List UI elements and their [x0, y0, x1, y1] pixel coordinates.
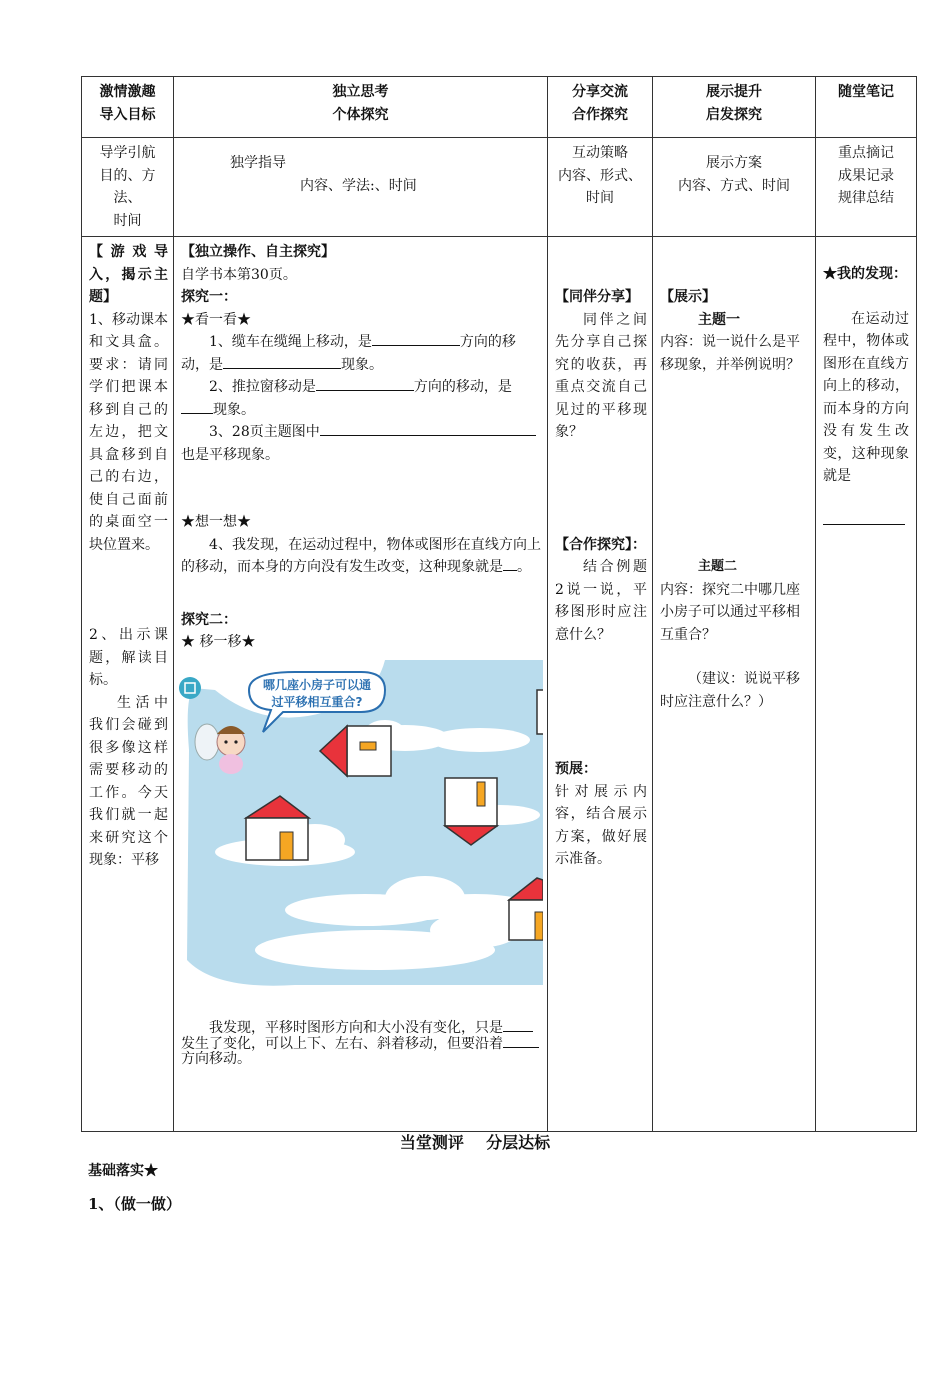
preview-text: 针对展示内容，结合展示方案，做好展示准备。	[555, 783, 647, 867]
header-col3: 分享交流 合作探究	[548, 77, 653, 138]
houses-scene	[175, 660, 543, 1002]
topic-two: 主题二	[698, 559, 738, 574]
cloud-icon	[430, 728, 530, 752]
topic-one-text: 内容：说一说什么是平移现象，并举例说明？	[660, 334, 800, 373]
blank-5b[interactable]	[503, 1036, 539, 1048]
show-heading: 【展示】	[660, 289, 716, 305]
bubble-text-line2: 过平移相互重合?	[271, 694, 363, 709]
topic-one: 主题一	[698, 311, 740, 328]
self-study-column	[174, 237, 548, 1132]
conclusion: 我发现，平移时图形方向和大小没有变化，只是 发生了变化，可以上下、左右、斜着移动，但要沿着 方向移动。	[181, 1020, 541, 1067]
question-one-label: 1、（做一做）	[88, 1195, 181, 1213]
question-3: 3、28页主题图中也是平移现象。	[181, 421, 541, 466]
intro-step2: 2、出示课题，解读目标。	[89, 627, 168, 688]
lesson-plan-table	[81, 76, 917, 1132]
discovery-blank[interactable]	[823, 510, 905, 525]
question-2: 2、推拉窗移动是 方向的移动，是现象。	[181, 376, 541, 421]
preview-heading: 预展：	[555, 761, 597, 777]
discovery-heading: ★我的发现：	[823, 266, 907, 282]
bubble-text-line1: 哪几座小房子可以通	[262, 677, 372, 692]
body-row	[82, 237, 917, 1132]
houses-illustration	[175, 660, 543, 1002]
sub-col2: 独学指导 内容、学法:、时间	[174, 138, 548, 237]
blank-5a[interactable]	[503, 1020, 533, 1032]
section-title: 当堂测评 分层达标	[399, 1133, 551, 1152]
discovery-text: 在运动过程中，物体或图形在直线方向上的移动，而本身的方向没有发生改变，这种现象就是	[823, 310, 909, 484]
topic-two-text: 内容：探究二中哪几座小房子可以通过平移相互重合？	[660, 581, 800, 643]
intro-column	[82, 237, 174, 1132]
sub-col4: 展示方案 内容、方式、时间	[653, 138, 816, 237]
header-col5: 随堂笔记	[816, 77, 917, 138]
intro-step1: 1、移动课本和文具盒。要求：请同学们把课本移到自己的左边，把文具盒移到自己的右边，使自己面前的桌面空一块位置来。	[89, 311, 168, 553]
share-column	[548, 237, 653, 1132]
header-row	[82, 77, 917, 138]
explore-two-title: 探究二：	[181, 611, 237, 628]
show-column	[653, 237, 816, 1132]
intro-step3: 生活中我们会碰到很多像这样需要移动的工作。今天我们就一起来研究这个现象：平移	[89, 694, 168, 868]
coop-text: 结合例题2说一说，平移图形时应注意什么？	[555, 559, 647, 643]
self-study-heading: 【独立操作、自主探究】	[181, 244, 335, 260]
blank-2a[interactable]	[316, 376, 414, 391]
sub-col3: 互动策略 内容、形式、 时间	[548, 138, 653, 237]
sub-col1: 导学引航 目的、方法、 时间	[82, 138, 174, 237]
house-partial-top	[537, 690, 543, 734]
header-col4: 展示提升 启发探究	[653, 77, 816, 138]
blank-1b[interactable]	[223, 354, 341, 369]
coop-heading: 【合作探究】：	[555, 536, 646, 553]
suggestion: （建议：说说平移时应注意什么？）	[660, 671, 800, 710]
cloud-icon	[430, 912, 520, 948]
basic-level-label: 基础落实★	[88, 1163, 158, 1179]
blank-3[interactable]	[320, 421, 536, 436]
header-col1: 激情激趣 导入目标	[82, 77, 174, 138]
think-title: ★想一想★	[181, 514, 251, 530]
intro-heading: 【游戏导入，揭示主题】	[89, 244, 168, 305]
move-title: ★ 移一移★	[181, 634, 256, 650]
look-title: ★看一看★	[181, 311, 251, 328]
blank-4[interactable]	[503, 556, 517, 571]
header-col2: 独立思考 个体探究	[174, 77, 548, 138]
peer-share-text: 同伴之间先分享自己探究的收获，再重点交流自己见过的平移现象？	[555, 311, 647, 440]
subheader-row	[82, 138, 917, 237]
blank-2b[interactable]	[181, 399, 213, 414]
peer-share-heading: 【同伴分享】	[555, 289, 639, 305]
sub-col5: 重点摘记 成果记录 规律总结	[816, 138, 917, 237]
self-study-intro: 自学书本第30页。	[181, 266, 297, 283]
explore-one-title: 探究一：	[181, 289, 237, 305]
question-4: 4、我发现，在运动过程中，物体或图形在直线方向上的移动，而本身的方向没有发生改变，这种现象就是 。	[181, 536, 541, 575]
play-icon	[179, 677, 201, 699]
blank-1a[interactable]	[372, 331, 460, 346]
question-1: 1、缆车在缆绳上移动，是 方向的移动，是 现象。	[181, 331, 541, 376]
notes-column	[816, 237, 917, 1132]
